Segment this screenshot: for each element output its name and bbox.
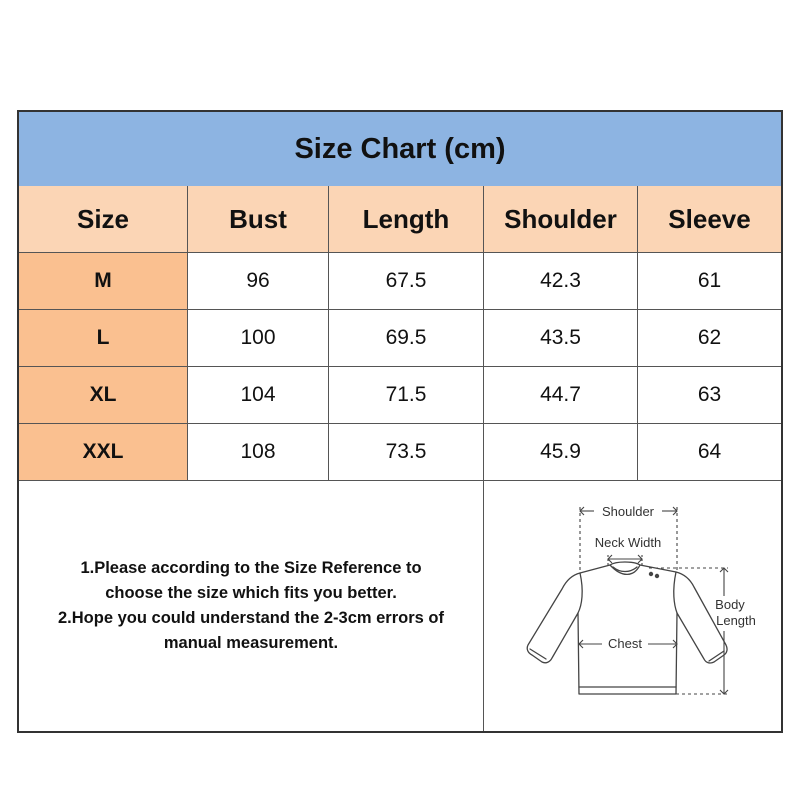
diagram-label-length: Length	[716, 613, 756, 628]
table-cell: 44.7	[484, 367, 638, 424]
diagram-label-chest: Chest	[608, 636, 642, 651]
table-cell: 108	[188, 424, 329, 481]
size-chart-table	[17, 110, 783, 733]
table-cell: 69.5	[329, 310, 484, 367]
header-size: Size	[19, 186, 188, 253]
garment-measurement-diagram	[484, 481, 781, 731]
chart-title: Size Chart (cm)	[19, 112, 781, 187]
size-label-l: L	[19, 310, 188, 367]
diagram-label-shoulder: Shoulder	[601, 504, 655, 519]
note-line: 2.Hope you could understand the 2-3cm errors of	[58, 609, 444, 627]
table-cell: 42.3	[484, 253, 638, 310]
size-grid	[19, 186, 781, 481]
table-cell: 67.5	[329, 253, 484, 310]
diagram-label-body: Body	[715, 597, 745, 612]
note-line: choose the size which fits you better.	[105, 584, 397, 602]
bottom-section	[19, 481, 781, 731]
table-cell: 104	[188, 367, 329, 424]
table-cell: 61	[638, 253, 781, 310]
diagram-label-neck-width: Neck Width	[594, 535, 662, 550]
header-sleeve: Sleeve	[638, 186, 781, 253]
size-label-xxl: XXL	[19, 424, 188, 481]
header-bust: Bust	[188, 186, 329, 253]
table-cell: 96	[188, 253, 329, 310]
size-label-xl: XL	[19, 367, 188, 424]
note-line: manual measurement.	[163, 634, 339, 652]
table-cell: 43.5	[484, 310, 638, 367]
table-cell: 73.5	[329, 424, 484, 481]
table-cell: 71.5	[329, 367, 484, 424]
table-cell: 100	[188, 310, 329, 367]
table-cell: 45.9	[484, 424, 638, 481]
note-line: 1.Please according to the Size Reference to	[80, 559, 422, 577]
shirt-icon	[484, 481, 781, 731]
table-cell: 64	[638, 424, 781, 481]
table-cell: 63	[638, 367, 781, 424]
size-label-m: M	[19, 253, 188, 310]
size-notes	[19, 481, 484, 731]
table-cell: 62	[638, 310, 781, 367]
header-shoulder: Shoulder	[484, 186, 638, 253]
header-length: Length	[329, 186, 484, 253]
